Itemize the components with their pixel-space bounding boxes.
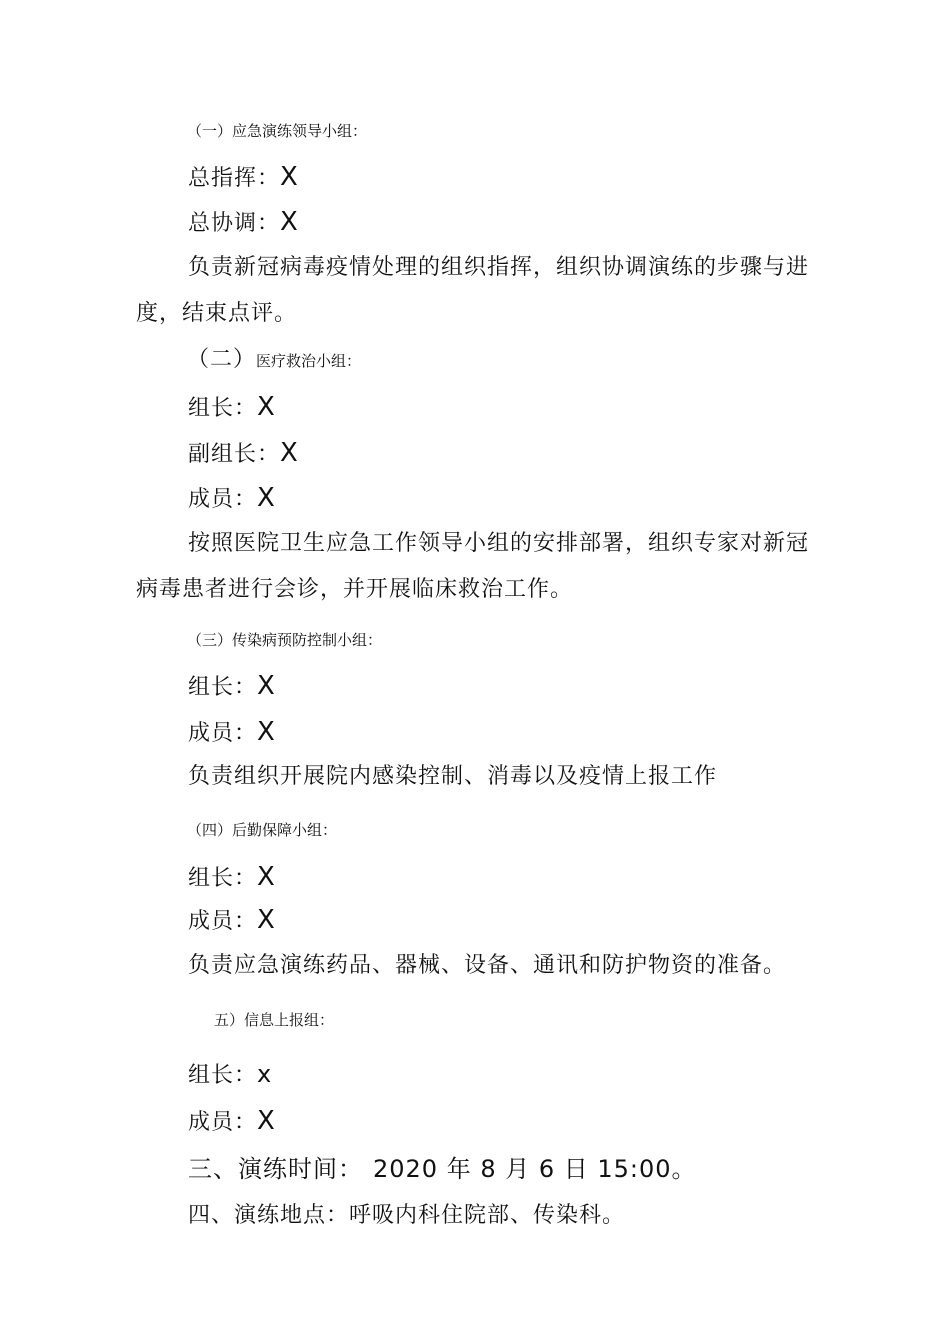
group5-members-value: X — [257, 1106, 276, 1136]
group2-deputy-label: 副组长： — [188, 442, 281, 467]
group3-members — [188, 719, 276, 745]
group3-members-label: 成员： — [188, 721, 258, 746]
group1-commander — [188, 164, 299, 190]
group4-members-value: X — [257, 905, 276, 935]
group3-desc-line1: 负责组织开展院内感染控制、消毒以及疫情上报工作 — [188, 764, 718, 789]
drill-time-label: 三、演练时间： — [188, 1155, 363, 1183]
drill-time-value: 2020 年 8 月 6 日 15:00。 — [373, 1155, 697, 1183]
group4-leader-label: 组长： — [188, 866, 258, 891]
group5-leader-label: 组长： — [188, 1063, 258, 1088]
group1-desc-line2: 度，结束点评。 — [136, 301, 298, 326]
group2-deputy — [188, 440, 299, 466]
group5-leader-value: x — [257, 1060, 273, 1088]
group4-members — [188, 907, 276, 933]
group4-leader-value: X — [257, 862, 276, 892]
group2-members-value: X — [257, 483, 276, 513]
group2-leader-value: X — [257, 392, 276, 422]
group1-commander-value: X — [280, 162, 299, 192]
group5-leader — [188, 1062, 272, 1087]
section-drill-time — [188, 1157, 697, 1181]
group2-desc-line2: 病毒患者进行会诊，并开展临床救治工作。 — [136, 577, 574, 602]
group4-desc-line1: 负责应急演练药品、器械、设备、通讯和防护物资的准备。 — [188, 953, 787, 978]
group2-leader — [188, 394, 276, 420]
drill-location-label: 四、演练地点： — [188, 1203, 350, 1228]
group1-desc-line1: 负责新冠病毒疫情处理的组织指挥，组织协调演练的步骤与进 — [188, 255, 810, 280]
group1-title: （一）应急演练领导小组： — [187, 122, 368, 140]
group2-members-label: 成员： — [188, 487, 258, 512]
group1-coordinator-value: X — [280, 207, 299, 237]
group5-members-label: 成员： — [188, 1110, 258, 1135]
group4-members-label: 成员： — [188, 909, 258, 934]
group5-title: 五）信息上报组： — [214, 1011, 335, 1029]
group2-title-text: 医疗救治小组： — [256, 352, 362, 370]
group2-title-number: （二） — [187, 347, 257, 372]
section-drill-location — [188, 1205, 625, 1227]
group2-deputy-value: X — [280, 438, 299, 468]
group5-members — [188, 1108, 276, 1134]
group2-title — [187, 349, 361, 371]
group3-leader-value: X — [257, 671, 276, 701]
group1-commander-label: 总指挥： — [188, 166, 281, 191]
group3-leader — [188, 673, 276, 699]
group4-title: （四）后勤保障小组： — [187, 821, 338, 839]
group2-members — [188, 485, 276, 511]
group2-desc-line1: 按照医院卫生应急工作领导小组的安排部署，组织专家对新冠 — [188, 531, 810, 556]
group1-coordinator-label: 总协调： — [188, 211, 281, 236]
drill-location-value: 呼吸内科住院部、传染科。 — [349, 1203, 626, 1228]
group3-members-value: X — [257, 717, 276, 747]
group1-coordinator — [188, 209, 299, 235]
group4-leader — [188, 864, 276, 890]
group2-leader-label: 组长： — [188, 396, 258, 421]
group3-leader-label: 组长： — [188, 675, 258, 700]
group3-title: （三）传染病预防控制小组： — [187, 631, 383, 649]
